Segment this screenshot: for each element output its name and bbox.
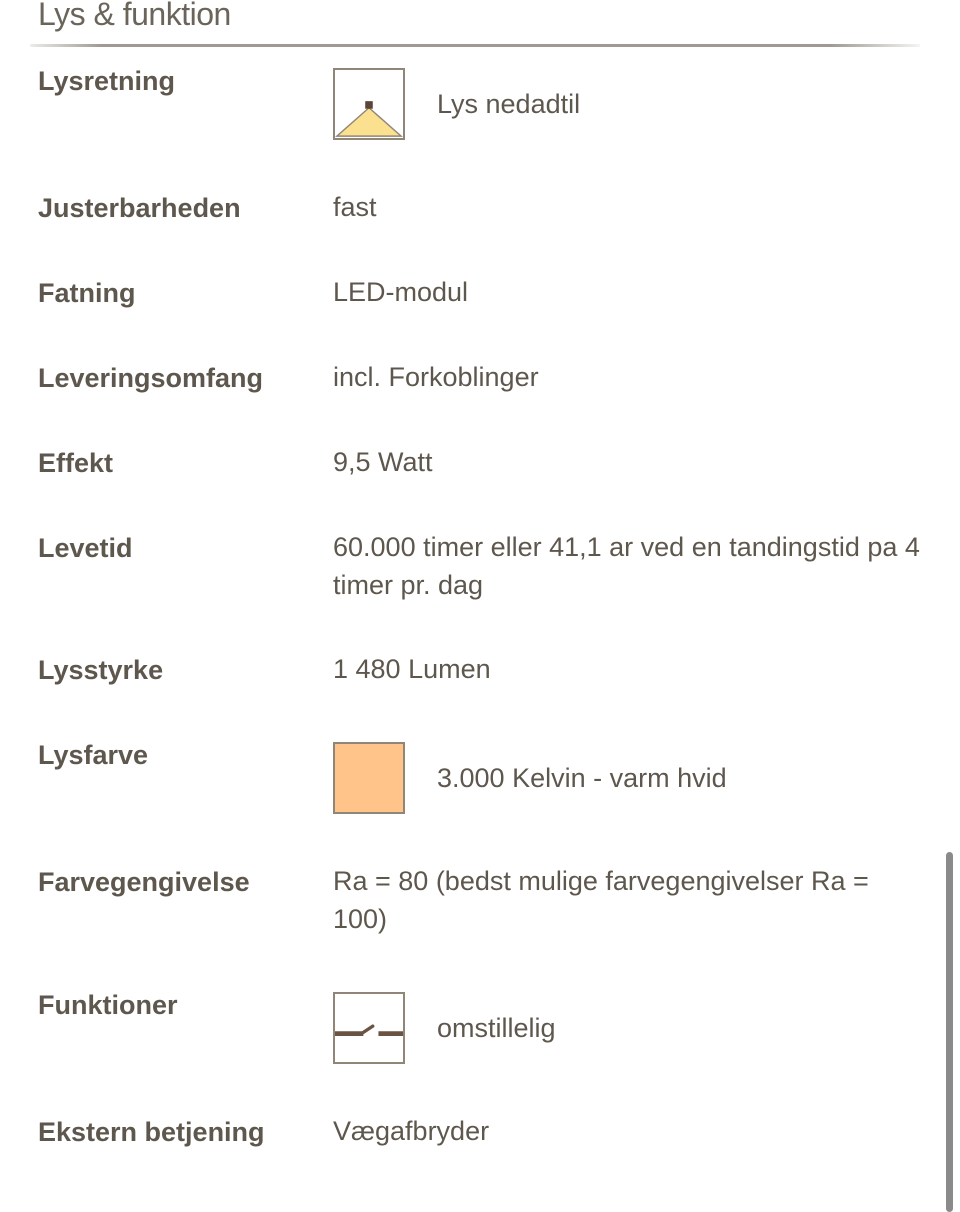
- spec-label: Fatning: [38, 278, 136, 308]
- spec-value: [333, 992, 556, 1064]
- spec-label: Funktioner: [38, 990, 178, 1020]
- light-downward-icon: [333, 68, 405, 140]
- spec-value: 60.000 timer eller 41,1 ar ved en tandingstid pa 4 timer pr. dag: [333, 532, 920, 600]
- section-divider: [30, 44, 920, 47]
- spec-value: Vægafbryder: [333, 1116, 490, 1146]
- spec-label: Lysstyrke: [38, 655, 164, 685]
- spec-label: Levetid: [38, 533, 133, 563]
- switch-icon: [333, 992, 405, 1064]
- color-swatch-icon: [333, 742, 405, 814]
- spec-value: incl. Forkoblinger: [333, 362, 539, 392]
- vertical-scrollbar[interactable]: [946, 852, 953, 1212]
- spec-label: Lysretning: [38, 66, 176, 96]
- spec-value: [333, 68, 580, 140]
- section-title: Lys & funktion: [38, 0, 231, 32]
- spec-value-text: 3.000 Kelvin - varm hvid: [437, 762, 727, 793]
- spec-label: Ekstern betjening: [38, 1117, 265, 1147]
- spec-value: LED-modul: [333, 277, 469, 307]
- spec-value: fast: [333, 192, 377, 222]
- spec-label: Justerbarheden: [38, 193, 241, 223]
- spec-label: Effekt: [38, 448, 114, 478]
- spec-value-text: Lys nedadtil: [437, 88, 581, 119]
- spec-value: Ra = 80 (bedst mulige farvegengivelser Ra = 100): [333, 866, 869, 934]
- spec-value: 9,5 Watt: [333, 447, 433, 477]
- spec-label: Leveringsomfang: [38, 363, 264, 393]
- spec-value: 1 480 Lumen: [333, 654, 491, 684]
- spec-value-text: omstillelig: [437, 1012, 556, 1043]
- spec-label: Lysfarve: [38, 740, 149, 770]
- spec-value: [333, 742, 727, 814]
- spec-label: Farvegengivelse: [38, 867, 250, 897]
